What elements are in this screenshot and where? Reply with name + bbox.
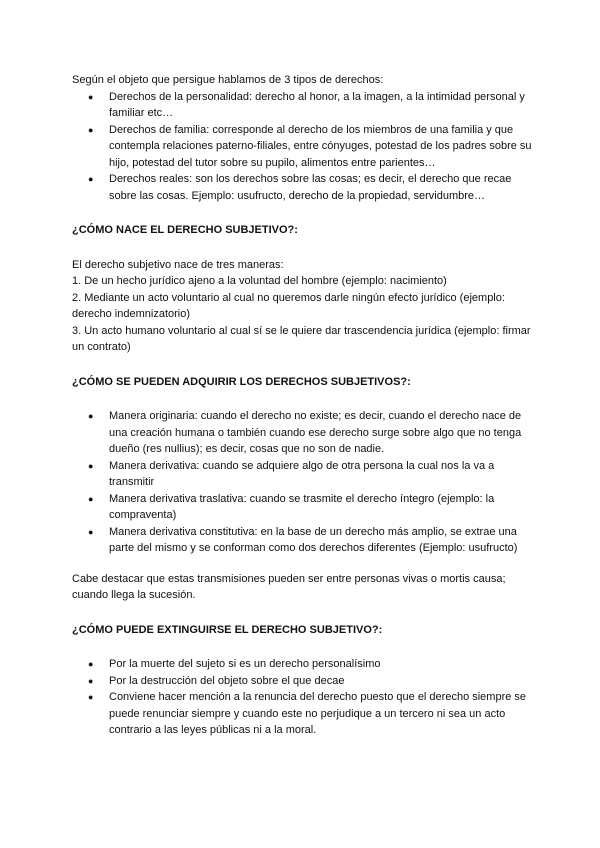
intro-text: Según el objeto que persigue hablamos de 3 tipos de derechos: <box>72 74 384 86</box>
bullet-icon: ● <box>88 174 94 184</box>
list-item: ● Por la muerte del sujeto si es un derecho personalísimo <box>72 656 532 673</box>
bullet-icon: ● <box>88 692 94 702</box>
list-item: ● Conviene hacer mención a la renuncia del derecho puesto que el derecho siempre se puede renunciar siempre y cuando este no perjudique a un tercero ni sea un acto contrario a las leyes públicas ni a la moral. <box>88 691 527 736</box>
numbered-item: 1. De un hecho jurídico ajeno a la voluntad del hombre (ejemplo: nacimiento) <box>72 275 447 287</box>
list-item: ● Manera derivativa traslativa: cuando se trasmite el derecho íntegro (ejemplo: la compraventa) <box>88 492 495 521</box>
section-intro: El derecho subjetivo nace de tres maneras: <box>72 258 284 271</box>
list-item: ● Manera derivativa constitutiva: en la base de un derecho más amplio, se extrae una parte del mismo y se conforman como dos derechos diferentes (Ejemplo: usufructo) <box>88 525 518 554</box>
rights-types-list <box>72 89 532 205</box>
bullet-icon: ● <box>88 526 94 537</box>
list-item: ● Derechos de la personalidad: derecho al honor, a la imagen, a la intimidad personal y familiar etc… <box>88 90 525 119</box>
list-item: ● Manera derivativa: cuando se adquiere algo de otra persona la cual nos la va a transmitir <box>88 459 495 488</box>
bullet-icon: ● <box>88 659 94 669</box>
extinction-list <box>72 656 532 739</box>
bullet-icon: ● <box>88 124 94 135</box>
list-item: ● Manera originaria: cuando el derecho no existe; es decir, cuando el derecho nace de una creación humana o también cuando ese derecho surge sobre algo que no tenga dueño (res nullius); es decir, cosas que no son de nadie. <box>88 410 522 455</box>
numbered-item: 3. Un acto humano voluntario al cual sí se le quiere dar trascendencia jurídica (ejemplo: firmar un contrato) <box>72 324 531 353</box>
bullet-icon: ● <box>88 91 94 102</box>
numbered-item: 2. Mediante un acto voluntario al cual no queremos darle ningún efecto jurídico (ejemplo: derecho indemnizatorio) <box>72 291 505 320</box>
section-heading-nace: ¿CÓMO NACE EL DERECHO SUBJETIVO?: <box>72 224 298 236</box>
transmission-note: Cabe destacar que estas transmisiones pueden ser entre personas vivas o mortis causa; cuando llega la sucesión. <box>72 572 506 601</box>
bullet-icon: ● <box>88 675 94 686</box>
section-heading-adquirir: ¿CÓMO SE PUEDEN ADQUIRIR LOS DERECHOS SUBJETIVOS?: <box>72 375 411 388</box>
list-item: ● Derechos de familia: corresponde al derecho de los miembros de una familia y que contempla relaciones paterno-filiales, entre cónyuges, potestad de los padres sobre su hijo, potestad del tutor sobre su pupilo, alimentos entre parientes… <box>88 123 532 169</box>
bullet-icon: ● <box>88 411 94 421</box>
bullet-icon: ● <box>88 493 94 504</box>
document-body <box>72 72 532 739</box>
acquisition-list <box>72 408 532 557</box>
list-item: ● Por la destrucción del objeto sobre el que decae <box>72 673 532 690</box>
list-item: ● Derechos reales: son los derechos sobre las cosas; es decir, el derecho que recae sobre las cosas. Ejemplo: usufructo, derecho de la propiedad, servidumbre… <box>88 173 512 202</box>
section-heading-extinguirse: ¿CÓMO PUEDE EXTINGUIRSE EL DERECHO SUBJETIVO?: <box>72 623 383 636</box>
bullet-icon: ● <box>88 460 94 471</box>
